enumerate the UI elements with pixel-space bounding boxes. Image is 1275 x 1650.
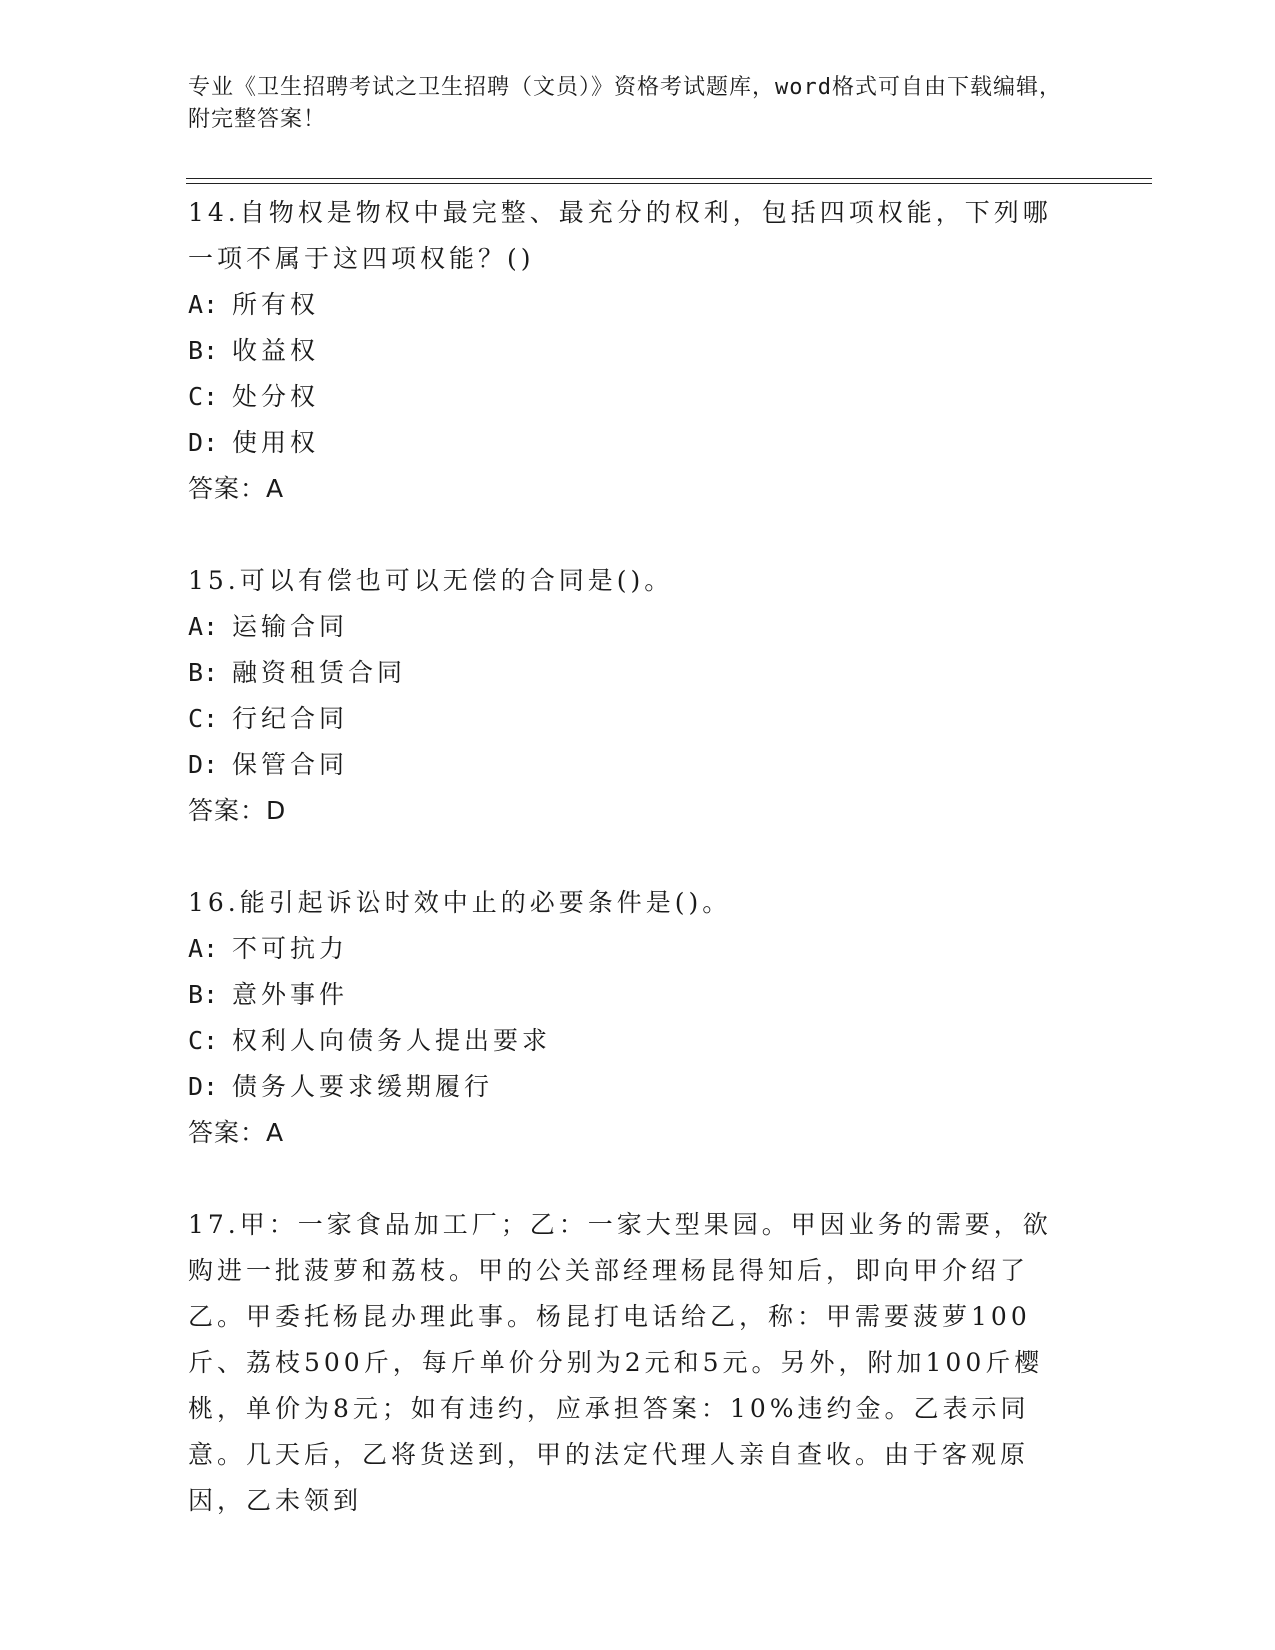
option-d	[188, 1064, 1068, 1110]
option-a	[188, 282, 1068, 328]
question-15	[188, 558, 1068, 834]
option-text: 行纪合同	[232, 704, 349, 733]
question-stem: 17.甲：一家食品加工厂；乙：一家大型果园。甲因业务的需要，欲购进一批菠萝和荔枝。甲的公关部经理杨昆得知后，即向甲介绍了乙。甲委托杨昆办理此事。杨昆打电话给乙，称：甲需要菠萝100斤、荔枝500斤，每斤单价分别为2元和5元。另外，附加100斤樱桃，单价为8元；如有违约，应承担答案：10%违约金。乙表示同意。几天后，乙将货送到，甲的法定代理人亲自查收。由于客观原因，乙未领到	[188, 1210, 1052, 1515]
header-rule-top	[186, 178, 1152, 179]
option-b	[188, 328, 1068, 374]
option-b	[188, 650, 1068, 696]
question-stem: 15.可以有偿也可以无偿的合同是()。	[188, 566, 674, 595]
option-key: B:	[188, 658, 219, 687]
option-text: 权利人向债务人提出要求	[232, 1026, 552, 1055]
option-text: 债务人要求缓期履行	[232, 1072, 494, 1101]
option-b	[188, 972, 1068, 1018]
option-key: C:	[188, 1026, 219, 1055]
option-d	[188, 742, 1068, 788]
option-d	[188, 420, 1068, 466]
option-key: B:	[188, 336, 219, 365]
option-key: A:	[188, 612, 219, 641]
option-key: D:	[188, 750, 219, 779]
answer-line: 答案：A	[188, 474, 285, 503]
option-text: 不可抗力	[232, 934, 349, 963]
option-key: C:	[188, 704, 219, 733]
question-list	[188, 190, 1068, 1570]
option-text: 所有权	[232, 290, 320, 319]
option-text: 收益权	[232, 336, 320, 365]
option-text: 运输合同	[232, 612, 349, 641]
option-key: B:	[188, 980, 219, 1009]
option-a	[188, 926, 1068, 972]
option-text: 意外事件	[232, 980, 349, 1009]
document-header: 专业《卫生招聘考试之卫生招聘（文员）》资格考试题库，word格式可自由下载编辑，附完整答案！	[188, 75, 1062, 132]
question-stem: 16.能引起诉讼时效中止的必要条件是()。	[188, 888, 732, 917]
option-key: C:	[188, 382, 219, 411]
option-key: A:	[188, 934, 219, 963]
question-16	[188, 880, 1068, 1156]
option-key: A:	[188, 290, 219, 319]
option-text: 保管合同	[232, 750, 349, 779]
option-text: 使用权	[232, 428, 320, 457]
question-17	[188, 1202, 1068, 1524]
question-14	[188, 190, 1068, 512]
option-a	[188, 604, 1068, 650]
header-rule-bottom	[186, 183, 1152, 184]
option-key: D:	[188, 428, 219, 457]
option-c	[188, 696, 1068, 742]
answer-line: 答案：A	[188, 1118, 285, 1147]
option-c	[188, 374, 1068, 420]
option-key: D:	[188, 1072, 219, 1101]
option-text: 处分权	[232, 382, 320, 411]
answer-line: 答案：D	[188, 796, 287, 825]
question-stem: 14.自物权是物权中最完整、最充分的权利，包括四项权能，下列哪一项不属于这四项权能？()	[188, 198, 1052, 273]
option-text: 融资租赁合同	[232, 658, 407, 687]
option-c	[188, 1018, 1068, 1064]
